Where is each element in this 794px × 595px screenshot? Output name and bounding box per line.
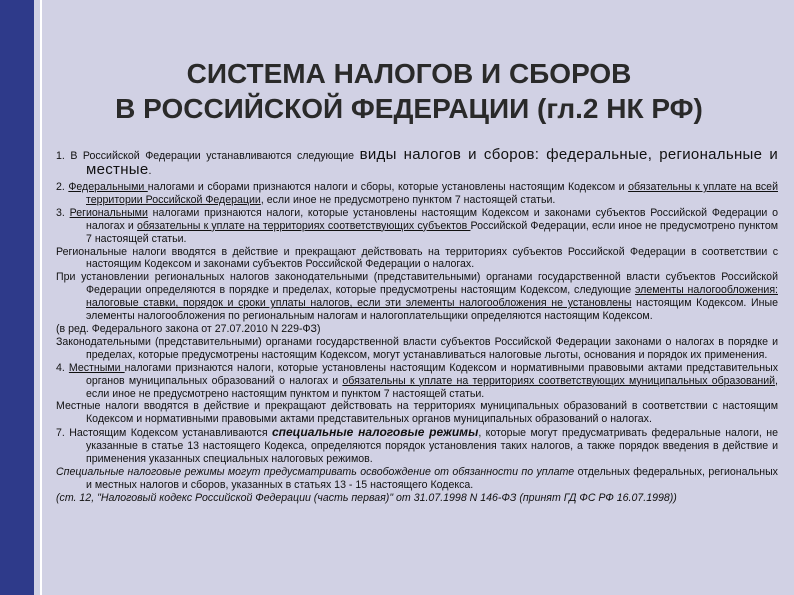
text: 3.: [56, 206, 70, 219]
paragraph-regional-enactment: Региональные налоги вводятся в действие и прекращают действовать на территориях субъектов Российской Федерации в соответствии с настоящим Кодексом и законами субъектов Российской Федерации о налогах.: [56, 245, 778, 271]
text-italic: Специальные налоговые режимы могут предусматривать освобождение от обязанности по уплате: [56, 465, 575, 478]
text: 2.: [56, 181, 69, 193]
paragraph-regional-taxes: [56, 207, 778, 246]
paragraph-special-regimes: [56, 426, 778, 466]
slide-body: [56, 148, 778, 505]
slide-title-line-2: В РОССИЙСКОЙ ФЕДЕРАЦИИ (гл.2 НК РФ): [115, 93, 703, 124]
text-emphasis: виды налогов и сборов: федеральные, региональные и местные: [86, 146, 779, 178]
text: Российской Федерации, если иное не предусмотрено пунктом 7 настоящей статьи.: [86, 219, 779, 245]
text: налогами признаются налоги, которые установлены настоящим Кодексом и нормативными правовыми актами представительных органов муниципальных образований о налогах и: [86, 361, 779, 387]
left-accent-line: [40, 0, 42, 595]
text-underlined: Федеральными: [68, 181, 148, 193]
slide-title-line-1: СИСТЕМА НАЛОГОВ И СБОРОВ: [186, 58, 632, 89]
text: налогами и сборами признаются налоги и сборы, которые установлены настоящим Кодексом и: [147, 181, 629, 193]
text-bold-italic: специальные налоговые режимы: [271, 425, 479, 440]
paragraph-local-enactment: Местные налоги вводятся в действие и прекращают действовать на территориях муниципальных образований в соответствии с настоящим Кодексом и нормативными правовыми актами представительных органов муниципальных образований о налогах.: [56, 400, 778, 426]
paragraph-local-taxes: [56, 362, 778, 401]
text-underlined: обязательны к уплате на территориях соответствующих муниципальных образований: [342, 374, 776, 387]
text-underlined: обязательны к уплате на всей территории Российской Федерации: [86, 181, 778, 206]
text: , которые могут предусматривать федеральные налоги, не указанные в статье 13 настоящего Кодекса, определяются порядок установления таких налогов, а также порядок введения в действие и применения указанных специальных налоговых режимов.: [86, 427, 778, 466]
paragraph-source-citation: (ст. 12, "Налоговый кодекс Российской Федерации (часть первая)" от 31.07.1998 N 146-ФЗ (принят ГД ФС РФ 16.07.1998)): [56, 491, 677, 504]
paragraph-special-regimes-exemption: [56, 466, 778, 492]
paragraph-tax-types: [56, 148, 778, 178]
text: 7. Настоящим Кодексом устанавливаются: [56, 427, 272, 440]
text: 4.: [56, 361, 69, 374]
text: отдельных федеральных, региональных и местных налогов и сборов, указанных в статьях 13 - 15 настоящего Кодекса.: [86, 465, 778, 491]
text-underlined: Региональными: [69, 206, 148, 219]
text: , если иное не предусмотрено пунктом 7 настоящей статьи.: [260, 193, 556, 206]
text: налогами признаются налоги, которые установлены настоящим Кодексом и законами субъектов Российской Федерации о налогах и: [86, 206, 778, 232]
paragraph-regional-benefits: Законодательными (представительными) органами государственной власти субъектов Российской Федерации законами о налогах в порядке и пределах, которые предусмотрены настоящим Кодексом, могут устанавливаться налоговые льготы, основания и порядок их применения.: [56, 335, 778, 361]
slide-title: [44, 56, 774, 126]
text: 1. В Российской Федерации устанавливаются следующие: [56, 150, 360, 162]
text: .: [148, 165, 152, 177]
text: , если иное не предусмотрено настоящим пунктом и пунктом 7 настоящей статьи.: [86, 374, 778, 400]
paragraph-regional-elements: [56, 271, 778, 323]
paragraph-amendment-note: (в ред. Федерального закона от 27.07.2010 N 229-ФЗ): [56, 322, 321, 335]
text-underlined: Местными: [68, 361, 125, 374]
text-underlined: элементы налогообложения: налоговые ставки, порядок и сроки уплаты налогов, если эти элементы налогообложения не установлены: [86, 284, 778, 310]
text: При установлении региональных налогов законодательными (представительными) органами государственной власти субъектов Российской Федерации определяются в порядке и пределах, которые предусмотрены настоящим Кодексом, следующие: [56, 271, 778, 297]
left-accent-bar: [0, 0, 34, 595]
paragraph-federal-taxes: [56, 181, 778, 207]
text-underlined: обязательны к уплате на территориях соответствующих субъектов: [137, 219, 471, 232]
text: настоящим Кодексом. Иные элементы налогообложения по региональным налогам и налогоплательщики определяются настоящим Кодексом.: [86, 297, 778, 323]
